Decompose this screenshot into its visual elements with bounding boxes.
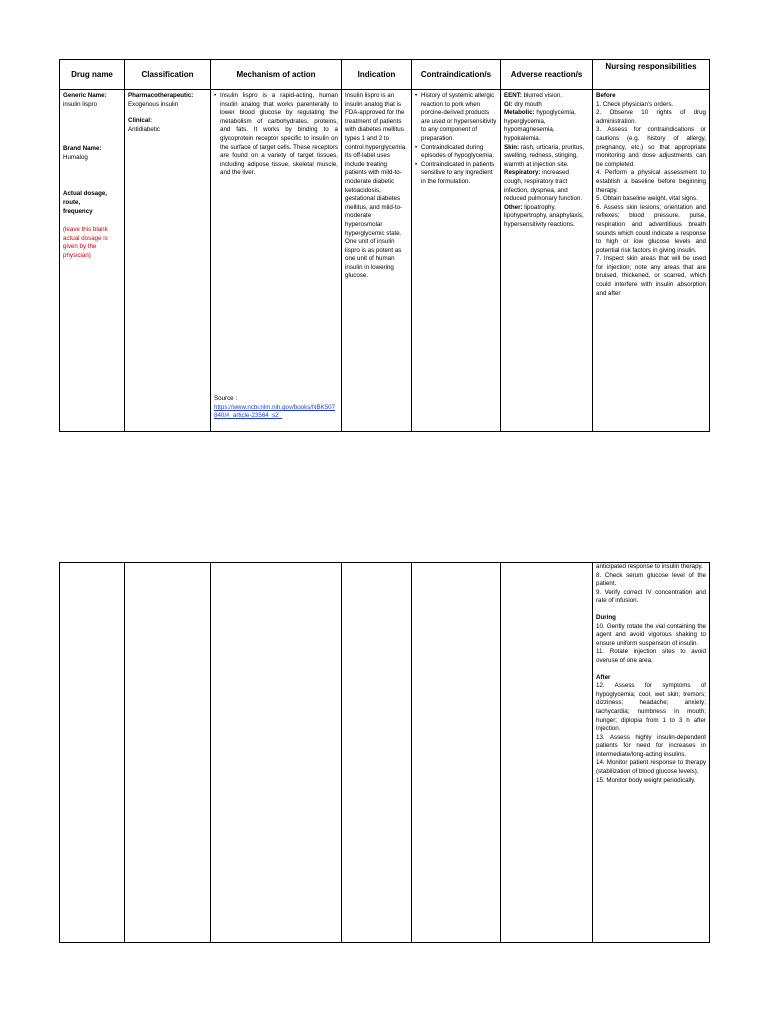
contraindication-item: • Contraindicated in patients sensitive to any ingredient in the formulation. — [415, 161, 497, 187]
drug-row — [60, 90, 710, 432]
adverse-item: EENT: blurred vision. — [504, 92, 563, 99]
generic-name-label: Generic Name: — [63, 92, 107, 99]
dosage-label: Actual dosage, — [63, 190, 108, 198]
before-label: Before — [596, 92, 616, 99]
nursing-item: 5. Obtain baseline weight, vital signs. — [596, 195, 698, 203]
nursing-item: 13. Assess highly insulin-dependent patients for need for increases in intermediate/long-acting insulins. — [596, 733, 706, 758]
mechanism-cell-empty — [211, 563, 342, 943]
indication-cell-empty — [342, 563, 412, 943]
header-mechanism: Mechanism of action — [211, 60, 342, 90]
mechanism-cell — [211, 90, 342, 432]
drug-name-cell — [60, 90, 125, 432]
nursing-cell-continued — [593, 563, 710, 943]
adverse-item: Metabolic: hypoglycemia, hyperglycemia, hypomagnesemia, hypokalemia. — [504, 109, 576, 142]
frequency-label: frequency — [63, 207, 93, 215]
nursing-item: 12. Assess for symptoms of hypoglycemia; cool, wet skin; tremors; dizziness; headache; anxiety; tachycardia; numbness in mouth; hunger; diplopia from 1 to 3 h after injection. — [596, 682, 706, 733]
nursing-item: 6. Assess skin lesions; orientation and reflexes; blood pressure, pulse, respiration and adventitious breath sounds which could indicate a response to high or low glucose levels and potential risk factors in giving insulin. — [596, 203, 706, 254]
header-row — [60, 60, 710, 90]
brand-name-label: Brand Name: — [63, 145, 102, 153]
header-contraindications: Contraindication/s — [412, 60, 501, 90]
nursing-item: 10. Gently rotate the vial containing the agent and avoid vigorous shaking to ensure uniform suspension of insulin. — [596, 622, 706, 647]
header-nursing: Nursing responsibilities — [593, 60, 710, 90]
nursing-item: 7. Inspect skin areas that will be used for injection; note any areas that are bruised, thickened, or scarred, which could interfere with insulin absorption and after — [596, 255, 706, 297]
adverse-item: Skin: rash, urticaria, pruritus, swelling, redness, stinging, warmth at injection site. — [504, 143, 585, 168]
brand-name-value: Humalog — [63, 153, 88, 161]
nursing-item: 8. Check serum glucose level of the patient. — [596, 571, 706, 588]
mechanism-text: • Insulin lispro is a rapid-acting, human insulin analog that works parenterally to lower blood glucose by regulating the metabolism of carbohydrates, proteins, and fats. It works by binding to a glycoprotein receptor specific to insulin on the surface of target cells. These receptors are found on a variety of target tissues, including adipose tissue, skeletal muscle, and the liver. — [214, 92, 338, 178]
pharmacotherapeutic-label: Pharmacotherapeutic: — [128, 92, 194, 99]
dosage-note: (leave this blank actual dosage is given by the physician) — [63, 226, 108, 259]
nursing-item: 9. Verify correct IV concentration and rate of infusion. — [596, 588, 706, 605]
adverse-item: GI: dry mouth — [504, 100, 542, 108]
after-label: After — [596, 673, 611, 681]
adverse-item: Respiratory: increased cough, respiratory tract infection, dyspnea, and reduced pulmonary function. — [504, 169, 583, 203]
nursing-item: 14. Monitor patient response to therapy (stabilization of blood glucose levels). — [596, 759, 706, 776]
header-adverse-reactions: Adverse reaction/s — [501, 60, 593, 90]
nursing-continued-text: anticipated response to insulin therapy. — [596, 563, 703, 570]
generic-name-value: insulin lispro — [63, 100, 98, 108]
drug-study-table-page-2 — [59, 562, 710, 943]
indication-cell: Insulin lispro is an insulin analog that is FDA-approved for the treatment of patients with diabetes mellitus types 1 and 2 to control hyperglycemia. Its off-label uses include treating patients with mild-to-moderate diabetic ketoacidosis, gestational diabetes mellitus, and mild-to-moderate hyperosmolar hyperglycemic state. One unit of insulin lispro is as potent as one unit of human insulin in lowering glucose. — [342, 90, 412, 432]
nursing-item: 2. Observe 10 rights of drug administration. — [596, 109, 706, 125]
adverse-cell-empty — [501, 563, 593, 943]
nursing-item: 1. Check physician's orders. — [596, 100, 674, 108]
adverse-reactions-cell — [501, 90, 593, 432]
contraindication-item: • History of systemic allergic reaction to pork when porcine-derived products are used or hypersensitivity to any component of preparation. — [415, 92, 497, 144]
pharmacotherapeutic-value: Exogenous insulin — [128, 100, 179, 108]
classification-cell-empty — [125, 563, 211, 943]
classification-cell — [125, 90, 211, 432]
continued-row — [60, 563, 710, 943]
nursing-item: 4. Perform a physical assessment to establish a baseline before beginning therapy. — [596, 169, 706, 194]
adverse-item: Other: lipoatrophy, lipohypertrophy, anaphylaxis, hypersensitivity reactions. — [504, 203, 584, 228]
contraindication-cell — [412, 90, 501, 432]
clinical-value: Antidiabetic — [128, 125, 160, 133]
nursing-item: 15. Monitor body weight periodically. — [596, 776, 696, 784]
contraindication-cell-empty — [412, 563, 501, 943]
nursing-item: 3. Assess for contraindications or cautions (e.g. history of allergy, pregnancy, etc.) so that appropriate monitoring and dose adjustments can be completed. — [596, 126, 706, 168]
source-label: Source : — [214, 395, 238, 403]
during-label: During — [596, 613, 616, 621]
header-classification: Classification — [125, 60, 211, 90]
drug-study-table-page-1 — [59, 59, 710, 432]
header-indication: Indication — [342, 60, 412, 90]
nursing-cell — [593, 90, 710, 432]
clinical-label: Clinical: — [128, 117, 153, 125]
source-link[interactable]: https://www.ncbi.nlm.nih.gov/books/NBK507840/#_article-23564_s2_ — [214, 403, 336, 420]
nursing-item: 11. Rotate injection sites to avoid overuse of one area. — [596, 648, 706, 664]
route-label: route, — [63, 198, 81, 206]
drug-name-cell-empty — [60, 563, 125, 943]
contraindication-item: • Contraindicated during episodes of hypoglycemia. — [415, 144, 497, 161]
header-drug-name: Drug name — [60, 60, 125, 90]
